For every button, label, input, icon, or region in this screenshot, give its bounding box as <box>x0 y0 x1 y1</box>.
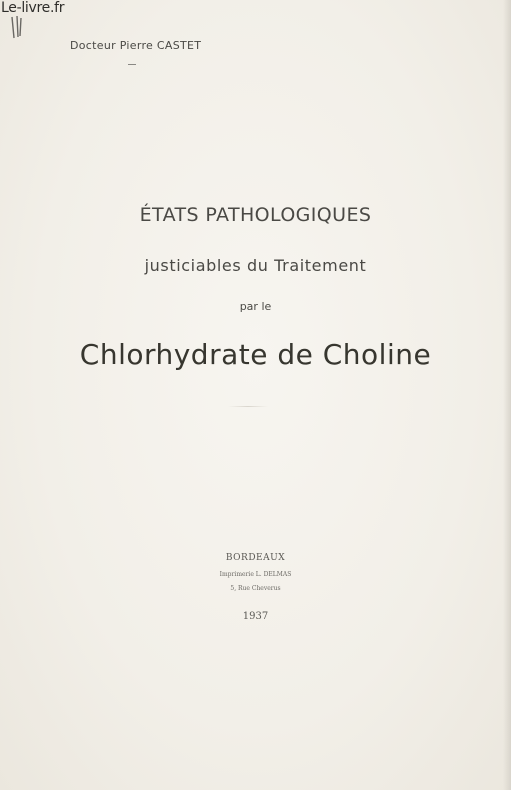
imprint-city: BORDEAUX <box>225 553 286 563</box>
title-main: Chlorhydrate de Choline <box>79 338 432 371</box>
imprint-address: 5, Rue Cheverus <box>230 585 281 592</box>
author-divider <box>128 64 136 65</box>
title-ornament <box>228 406 268 407</box>
title-line-2: justiciables du Traitement <box>144 256 367 275</box>
imprint-printer: Imprimerie L. DELMAS <box>219 571 292 578</box>
page-edge-shadow <box>503 0 511 790</box>
title-line-3: par le <box>239 300 272 313</box>
author-name: Docteur Pierre CASTET <box>70 39 202 52</box>
title-line-1: ÉTATS PATHOLOGIQUES <box>139 204 372 226</box>
imprint-year: 1937 <box>242 611 269 622</box>
watermark-text: Le-livre.fr <box>1 0 65 16</box>
pencil-mark-icon <box>8 14 26 42</box>
